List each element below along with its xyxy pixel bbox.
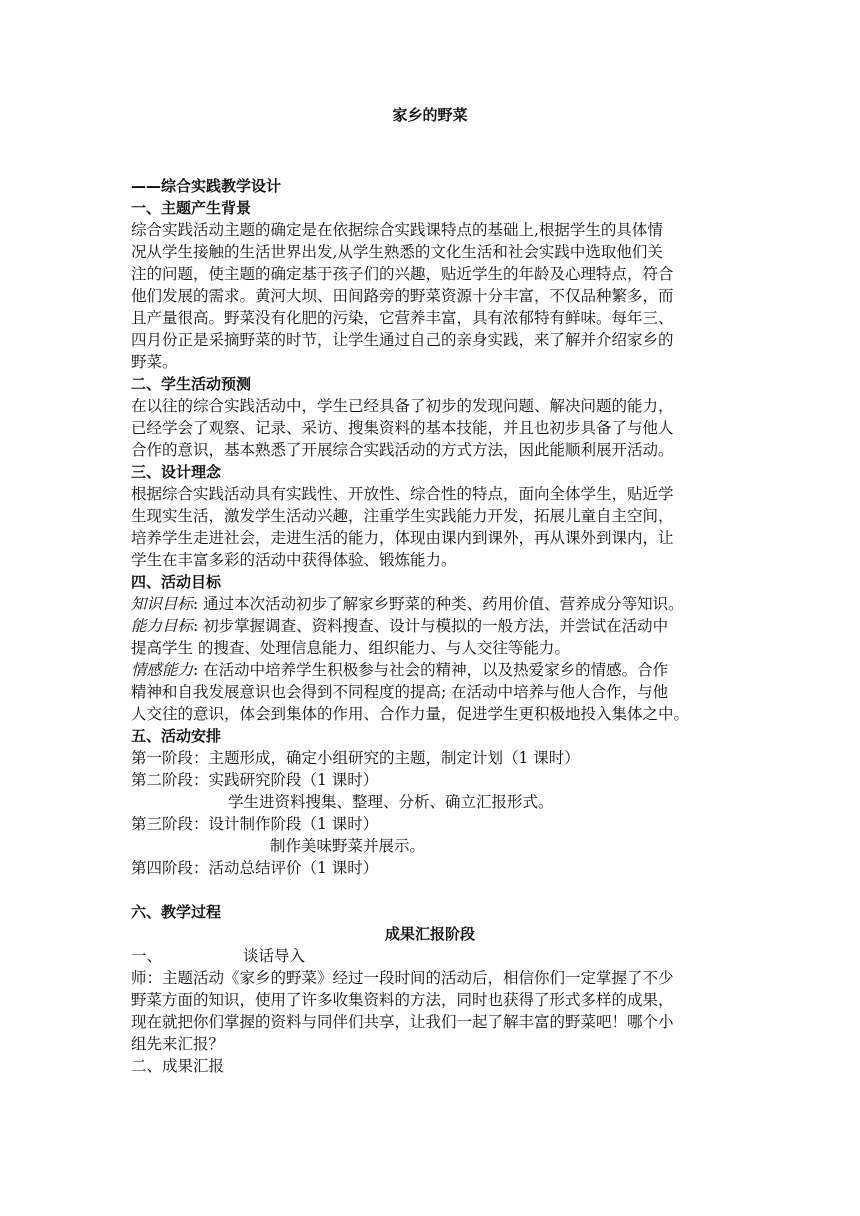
goal-label: 知识目标 xyxy=(131,595,194,613)
section-heading-background: 一、主题产生背景 xyxy=(131,199,252,217)
paragraph-line: 野菜。 xyxy=(131,353,178,371)
paragraph-line: 人交往的意识，体会到集体的作用、合作力量，促进学生更积极地投入集体之中。 xyxy=(131,705,690,723)
paragraph-line: 且产量很高。野菜没有化肥的污染，它营养丰富，具有浓郁特有鲜味。每年三、 xyxy=(131,309,674,327)
goal-text: : 初步掌握调查、资料搜查、设计与模拟的一般方法，并尝试在活动中 xyxy=(193,617,669,635)
section-heading-prediction: 二、学生活动预测 xyxy=(131,375,252,393)
paragraph-line: 已经学会了观察、记录、采访、搜集资料的基本技能，并且也初步具备了与他人 xyxy=(131,419,674,437)
paragraph-line: 在以往的综合实践活动中，学生已经具备了初步的发现问题、解决问题的能力， xyxy=(131,397,674,415)
schedule-detail: 制作美味野菜并展示。 xyxy=(270,837,426,855)
paragraph-line: 培养学生走进社会，走进生活的能力，体现由课内到课外，再从课外到课内，让 xyxy=(131,529,674,547)
paragraph-line: 精神和自我发展意识也会得到不同程度的提高; 在活动中培养与他人合作，与他 xyxy=(131,683,669,701)
section-heading-schedule: 五、活动安排 xyxy=(131,727,222,745)
item-number: 一、 xyxy=(131,947,163,965)
schedule-phase: 第二阶段：实践研究阶段（1 课时） xyxy=(131,771,379,789)
paragraph-line: 他们发展的需求。黄河大坝、田间路旁的野菜资源十分丰富，不仅品种繁多，而 xyxy=(131,287,674,305)
goal-text: : 通过本次活动初步了解家乡野菜的种类、药用价值、营养成分等知识。 xyxy=(193,595,684,613)
schedule-phase: 第一阶段：主题形成，确定小组研究的主题，制定计划（1 课时） xyxy=(131,749,580,767)
stage-heading: 成果汇报阶段 xyxy=(384,925,475,943)
goal-emotion xyxy=(131,659,731,681)
paragraph-line: 生现实生活，激发学生活动兴趣，注重学生实践能力开发，拓展儿童自主空间， xyxy=(131,507,674,525)
paragraph-line: 综合实践活动主题的确定是在依据综合实践课特点的基础上,根据学生的具体情 xyxy=(131,221,663,239)
paragraph-line: 合作的意识，基本熟悉了开展综合实践活动的方式方法，因此能顺利展开活动。 xyxy=(131,441,674,459)
section-heading-concept: 三、设计理念 xyxy=(131,463,222,481)
schedule-detail: 学生进资料搜集、整理、分析、确立汇报形式。 xyxy=(228,793,554,811)
goal-ability xyxy=(131,615,731,637)
goal-text: : 在活动中培养学生积极参与社会的精神，以及热爱家乡的情感。合作 xyxy=(193,661,669,679)
document-title: 家乡的野菜 xyxy=(392,106,468,124)
goal-label: 能力目标 xyxy=(131,617,194,635)
paragraph-line: 野菜方面的知识，使用了许多收集资料的方法，同时也获得了形式多样的成果， xyxy=(131,991,674,1009)
schedule-phase: 第三阶段：设计制作阶段（1 课时） xyxy=(131,815,379,833)
paragraph-line: 组先来汇报？ xyxy=(131,1035,225,1053)
goal-label: 情感能力 xyxy=(131,661,194,679)
paragraph-line: 学生在丰富多彩的活动中获得体验、锻炼能力。 xyxy=(131,551,457,569)
paragraph-line: 注的问题，使主题的确定基于孩子们的兴趣，贴近学生的年龄及心理特点，符合 xyxy=(131,265,674,283)
section-heading-goals: 四、活动目标 xyxy=(131,573,222,591)
item-title: 谈话导入 xyxy=(243,947,306,965)
schedule-phase: 第四阶段：活动总结评价（1 课时） xyxy=(131,859,379,877)
item-title: 二、成果汇报 xyxy=(131,1057,225,1075)
section-heading-process: 六、教学过程 xyxy=(131,903,222,921)
paragraph-line: 况从学生接触的生活世界出发,从学生熟悉的文化生活和社会实践中选取他们关 xyxy=(131,243,663,261)
document-subtitle: ——综合实践教学设计 xyxy=(131,177,282,195)
paragraph-line: 提高学生 的搜查、处理信息能力、组织能力、与人交往等能力。 xyxy=(131,639,570,657)
goal-knowledge xyxy=(131,593,731,615)
paragraph-line: 根据综合实践活动具有实践性、开放性、综合性的特点，面向全体学生，贴近学 xyxy=(131,485,674,503)
paragraph-line: 四月份正是采摘野菜的时节，让学生通过自己的亲身实践，来了解并介绍家乡的 xyxy=(131,331,674,349)
paragraph-line: 现在就把你们掌握的资料与同伴们共享，让我们一起了解丰富的野菜吧！哪个小 xyxy=(131,1013,674,1031)
paragraph-line: 师：主题活动《家乡的野菜》经过一段时间的活动后，相信你们一定掌握了不少 xyxy=(131,969,674,987)
